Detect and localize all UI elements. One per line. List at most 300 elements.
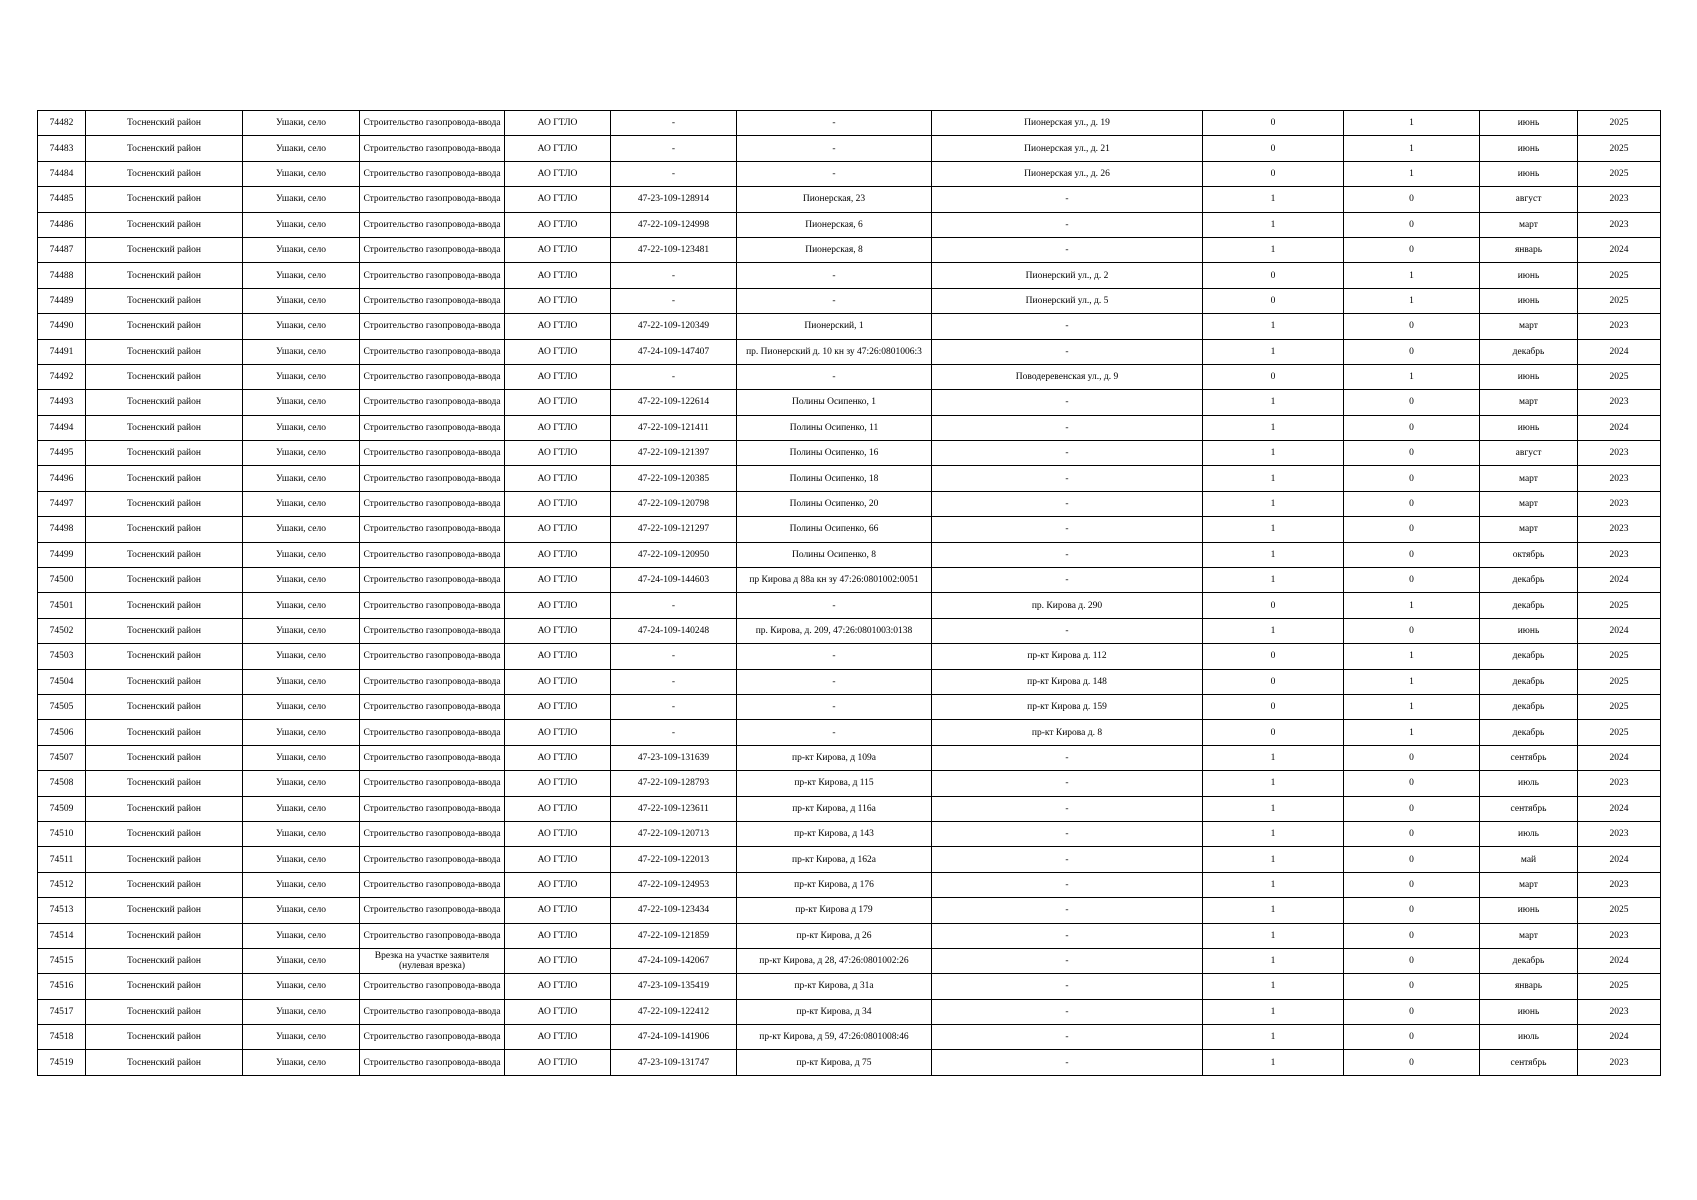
cell-address-with-application: пр-кт Кирова, д 143 (737, 821, 932, 846)
cell-work-type: Строительство газопровода-ввода (360, 111, 505, 136)
cell-count-with-application: 1 (1203, 314, 1344, 339)
cell-settlement: Ушаки, село (243, 821, 360, 846)
cell-application-number: 47-22-109-124953 (611, 872, 737, 897)
cell-count-planned: 0 (1344, 796, 1480, 821)
cell-count-planned: 0 (1344, 745, 1480, 770)
cell-record-id: 74489 (38, 288, 86, 313)
cell-address-planned: - (932, 491, 1203, 516)
cell-count-with-application: 0 (1203, 593, 1344, 618)
cell-application-number: - (611, 644, 737, 669)
cell-address-with-application: Пионерская, 23 (737, 187, 932, 212)
cell-organization: АО ГТЛО (505, 288, 611, 313)
cell-address-planned: пр-кт Кирова д. 8 (932, 720, 1203, 745)
cell-year: 2023 (1578, 187, 1661, 212)
cell-application-number: - (611, 288, 737, 313)
cell-record-id: 74485 (38, 187, 86, 212)
cell-organization: АО ГТЛО (505, 466, 611, 491)
cell-district: Тосненский район (86, 847, 243, 872)
cell-address-planned: - (932, 847, 1203, 872)
cell-count-planned: 1 (1344, 288, 1480, 313)
table-row (38, 314, 1661, 339)
cell-year: 2023 (1578, 542, 1661, 567)
cell-organization: АО ГТЛО (505, 441, 611, 466)
cell-record-id: 74486 (38, 212, 86, 237)
cell-count-planned: 1 (1344, 669, 1480, 694)
cell-application-number: - (611, 263, 737, 288)
table-row (38, 161, 1661, 186)
cell-settlement: Ушаки, село (243, 618, 360, 643)
cell-count-planned: 0 (1344, 187, 1480, 212)
cell-settlement: Ушаки, село (243, 745, 360, 770)
cell-year: 2025 (1578, 593, 1661, 618)
cell-organization: АО ГТЛО (505, 771, 611, 796)
table-row (38, 974, 1661, 999)
cell-application-number: 47-22-109-122614 (611, 390, 737, 415)
table-row (38, 999, 1661, 1024)
cell-work-type: Строительство газопровода-ввода (360, 288, 505, 313)
cell-address-with-application: пр-кт Кирова, д 109а (737, 745, 932, 770)
cell-settlement: Ушаки, село (243, 212, 360, 237)
cell-application-number: 47-22-109-123434 (611, 898, 737, 923)
table-row (38, 745, 1661, 770)
cell-settlement: Ушаки, село (243, 263, 360, 288)
cell-count-planned: 0 (1344, 618, 1480, 643)
cell-year: 2023 (1578, 771, 1661, 796)
cell-organization: АО ГТЛО (505, 364, 611, 389)
cell-settlement: Ушаки, село (243, 644, 360, 669)
cell-address-with-application: Полины Осипенко, 20 (737, 491, 932, 516)
cell-district: Тосненский район (86, 415, 243, 440)
cell-count-with-application: 1 (1203, 491, 1344, 516)
cell-address-planned: - (932, 771, 1203, 796)
cell-organization: АО ГТЛО (505, 796, 611, 821)
cell-month: июнь (1480, 364, 1578, 389)
cell-application-number: 47-22-109-120349 (611, 314, 737, 339)
cell-address-with-application: пр-кт Кирова д 179 (737, 898, 932, 923)
cell-district: Тосненский район (86, 568, 243, 593)
cell-address-planned: Пионерская ул., д. 21 (932, 136, 1203, 161)
cell-district: Тосненский район (86, 314, 243, 339)
cell-settlement: Ушаки, село (243, 948, 360, 973)
cell-settlement: Ушаки, село (243, 161, 360, 186)
cell-year: 2024 (1578, 796, 1661, 821)
cell-district: Тосненский район (86, 1025, 243, 1050)
cell-settlement: Ушаки, село (243, 694, 360, 719)
cell-address-with-application: Пионерский, 1 (737, 314, 932, 339)
cell-year: 2024 (1578, 568, 1661, 593)
cell-application-number: 47-22-109-124998 (611, 212, 737, 237)
cell-application-number: 47-23-109-131747 (611, 1050, 737, 1075)
cell-count-with-application: 0 (1203, 136, 1344, 161)
cell-address-with-application: Пионерская, 8 (737, 237, 932, 262)
cell-district: Тосненский район (86, 187, 243, 212)
cell-work-type: Строительство газопровода-ввода (360, 999, 505, 1024)
cell-month: март (1480, 923, 1578, 948)
cell-work-type: Строительство газопровода-ввода (360, 263, 505, 288)
cell-month: декабрь (1480, 669, 1578, 694)
cell-work-type: Строительство газопровода-ввода (360, 339, 505, 364)
cell-month: март (1480, 314, 1578, 339)
cell-address-planned: - (932, 872, 1203, 897)
cell-address-planned: - (932, 821, 1203, 846)
cell-settlement: Ушаки, село (243, 339, 360, 364)
cell-address-with-application: - (737, 593, 932, 618)
cell-application-number: 47-22-109-121411 (611, 415, 737, 440)
cell-district: Тосненский район (86, 288, 243, 313)
cell-work-type: Строительство газопровода-ввода (360, 390, 505, 415)
cell-month: март (1480, 872, 1578, 897)
cell-address-planned: - (932, 339, 1203, 364)
cell-settlement: Ушаки, село (243, 847, 360, 872)
cell-work-type: Строительство газопровода-ввода (360, 923, 505, 948)
cell-count-with-application: 1 (1203, 542, 1344, 567)
cell-year: 2025 (1578, 720, 1661, 745)
cell-settlement: Ушаки, село (243, 187, 360, 212)
cell-address-planned: Пионерский ул., д. 2 (932, 263, 1203, 288)
cell-settlement: Ушаки, село (243, 1050, 360, 1075)
cell-year: 2025 (1578, 136, 1661, 161)
table-row (38, 136, 1661, 161)
cell-record-id: 74506 (38, 720, 86, 745)
cell-month: август (1480, 187, 1578, 212)
cell-address-with-application: пр Кирова д 88а кн зу 47:26:0801002:0051 (737, 568, 932, 593)
cell-district: Тосненский район (86, 948, 243, 973)
cell-count-with-application: 1 (1203, 1025, 1344, 1050)
cell-work-type: Строительство газопровода-ввода (360, 898, 505, 923)
table-row (38, 796, 1661, 821)
cell-address-with-application: пр-кт Кирова, д 59, 47:26:0801008:46 (737, 1025, 932, 1050)
cell-month: декабрь (1480, 568, 1578, 593)
cell-address-with-application: - (737, 669, 932, 694)
cell-month: июль (1480, 771, 1578, 796)
cell-application-number: - (611, 669, 737, 694)
cell-year: 2025 (1578, 161, 1661, 186)
cell-count-with-application: 1 (1203, 466, 1344, 491)
cell-work-type: Строительство газопровода-ввода (360, 1050, 505, 1075)
table-row (38, 669, 1661, 694)
table-row (38, 212, 1661, 237)
cell-address-with-application: пр. Пионерский д. 10 кн зу 47:26:0801006:3 (737, 339, 932, 364)
cell-application-number: - (611, 111, 737, 136)
cell-work-type: Строительство газопровода-ввода (360, 517, 505, 542)
cell-year: 2023 (1578, 821, 1661, 846)
table-row (38, 821, 1661, 846)
cell-year: 2025 (1578, 111, 1661, 136)
cell-work-type: Строительство газопровода-ввода (360, 644, 505, 669)
cell-record-id: 74492 (38, 364, 86, 389)
cell-address-planned: - (932, 796, 1203, 821)
cell-settlement: Ушаки, село (243, 466, 360, 491)
cell-record-id: 74514 (38, 923, 86, 948)
cell-district: Тосненский район (86, 669, 243, 694)
cell-month: декабрь (1480, 694, 1578, 719)
cell-month: август (1480, 441, 1578, 466)
cell-work-type: Строительство газопровода-ввода (360, 847, 505, 872)
cell-application-number: 47-22-109-120950 (611, 542, 737, 567)
cell-count-planned: 0 (1344, 1025, 1480, 1050)
cell-district: Тосненский район (86, 593, 243, 618)
cell-work-type: Строительство газопровода-ввода (360, 669, 505, 694)
cell-work-type: Строительство газопровода-ввода (360, 872, 505, 897)
cell-month: март (1480, 212, 1578, 237)
cell-address-planned: - (932, 441, 1203, 466)
cell-district: Тосненский район (86, 517, 243, 542)
cell-work-type: Строительство газопровода-ввода (360, 796, 505, 821)
table-row (38, 263, 1661, 288)
cell-work-type: Строительство газопровода-ввода (360, 974, 505, 999)
cell-application-number: - (611, 136, 737, 161)
cell-year: 2025 (1578, 974, 1661, 999)
cell-settlement: Ушаки, село (243, 593, 360, 618)
cell-count-planned: 1 (1344, 720, 1480, 745)
cell-address-with-application: - (737, 161, 932, 186)
cell-work-type: Строительство газопровода-ввода (360, 694, 505, 719)
table-row (38, 491, 1661, 516)
cell-address-with-application: пр-кт Кирова, д 34 (737, 999, 932, 1024)
cell-count-with-application: 1 (1203, 339, 1344, 364)
cell-month: июнь (1480, 136, 1578, 161)
cell-organization: АО ГТЛО (505, 694, 611, 719)
table-row (38, 1025, 1661, 1050)
cell-address-planned: - (932, 415, 1203, 440)
cell-district: Тосненский район (86, 745, 243, 770)
cell-application-number: - (611, 161, 737, 186)
table-row (38, 593, 1661, 618)
cell-count-with-application: 0 (1203, 263, 1344, 288)
cell-address-planned: - (932, 542, 1203, 567)
cell-record-id: 74498 (38, 517, 86, 542)
cell-work-type: Строительство газопровода-ввода (360, 593, 505, 618)
cell-organization: АО ГТЛО (505, 745, 611, 770)
cell-month: декабрь (1480, 948, 1578, 973)
table-row (38, 923, 1661, 948)
cell-count-planned: 0 (1344, 898, 1480, 923)
cell-count-with-application: 1 (1203, 441, 1344, 466)
table-row (38, 111, 1661, 136)
cell-record-id: 74482 (38, 111, 86, 136)
cell-record-id: 74494 (38, 415, 86, 440)
cell-settlement: Ушаки, село (243, 796, 360, 821)
cell-district: Тосненский район (86, 466, 243, 491)
cell-address-with-application: пр-кт Кирова, д 75 (737, 1050, 932, 1075)
cell-address-with-application: - (737, 263, 932, 288)
table-row (38, 237, 1661, 262)
cell-count-with-application: 0 (1203, 720, 1344, 745)
cell-count-with-application: 1 (1203, 796, 1344, 821)
cell-work-type: Строительство газопровода-ввода (360, 720, 505, 745)
cell-settlement: Ушаки, село (243, 542, 360, 567)
cell-year: 2024 (1578, 415, 1661, 440)
cell-year: 2024 (1578, 847, 1661, 872)
cell-record-id: 74511 (38, 847, 86, 872)
cell-district: Тосненский район (86, 237, 243, 262)
cell-work-type: Врезка на участке заявителя (нулевая врезка) (360, 948, 505, 973)
cell-month: июнь (1480, 898, 1578, 923)
cell-organization: АО ГТЛО (505, 898, 611, 923)
cell-work-type: Строительство газопровода-ввода (360, 364, 505, 389)
cell-address-with-application: Полины Осипенко, 18 (737, 466, 932, 491)
cell-address-planned: - (932, 517, 1203, 542)
cell-address-planned: - (932, 618, 1203, 643)
cell-address-planned: Пионерский ул., д. 5 (932, 288, 1203, 313)
cell-address-planned: - (932, 898, 1203, 923)
cell-organization: АО ГТЛО (505, 237, 611, 262)
cell-district: Тосненский район (86, 974, 243, 999)
table-row (38, 872, 1661, 897)
cell-application-number: 47-22-109-120713 (611, 821, 737, 846)
table-row (38, 847, 1661, 872)
cell-record-id: 74502 (38, 618, 86, 643)
cell-count-with-application: 1 (1203, 999, 1344, 1024)
cell-count-with-application: 0 (1203, 161, 1344, 186)
cell-application-number: 47-23-109-128914 (611, 187, 737, 212)
cell-record-id: 74503 (38, 644, 86, 669)
cell-year: 2023 (1578, 466, 1661, 491)
cell-organization: АО ГТЛО (505, 542, 611, 567)
cell-year: 2024 (1578, 745, 1661, 770)
cell-work-type: Строительство газопровода-ввода (360, 212, 505, 237)
cell-address-with-application: пр-кт Кирова, д 176 (737, 872, 932, 897)
cell-organization: АО ГТЛО (505, 821, 611, 846)
cell-month: март (1480, 491, 1578, 516)
cell-month: март (1480, 390, 1578, 415)
cell-address-with-application: пр-кт Кирова, д 115 (737, 771, 932, 796)
cell-application-number: 47-22-109-123611 (611, 796, 737, 821)
cell-month: июнь (1480, 999, 1578, 1024)
cell-record-id: 74491 (38, 339, 86, 364)
table-row (38, 771, 1661, 796)
cell-district: Тосненский район (86, 999, 243, 1024)
table-body (38, 111, 1661, 1076)
cell-organization: АО ГТЛО (505, 187, 611, 212)
cell-district: Тосненский район (86, 872, 243, 897)
cell-count-with-application: 0 (1203, 111, 1344, 136)
cell-application-number: 47-23-109-131639 (611, 745, 737, 770)
cell-settlement: Ушаки, село (243, 441, 360, 466)
cell-address-planned: пр-кт Кирова д. 148 (932, 669, 1203, 694)
cell-address-with-application: пр-кт Кирова, д 28, 47:26:0801002:26 (737, 948, 932, 973)
cell-record-id: 74495 (38, 441, 86, 466)
cell-count-planned: 0 (1344, 872, 1480, 897)
cell-settlement: Ушаки, село (243, 314, 360, 339)
cell-application-number: - (611, 593, 737, 618)
cell-organization: АО ГТЛО (505, 491, 611, 516)
cell-address-planned: - (932, 1050, 1203, 1075)
cell-settlement: Ушаки, село (243, 364, 360, 389)
cell-address-with-application: - (737, 364, 932, 389)
cell-application-number: 47-22-109-121859 (611, 923, 737, 948)
cell-application-number: 47-22-109-121297 (611, 517, 737, 542)
cell-count-planned: 1 (1344, 644, 1480, 669)
cell-record-id: 74515 (38, 948, 86, 973)
cell-record-id: 74496 (38, 466, 86, 491)
cell-count-with-application: 0 (1203, 364, 1344, 389)
table-row (38, 694, 1661, 719)
cell-application-number: - (611, 364, 737, 389)
cell-settlement: Ушаки, село (243, 923, 360, 948)
cell-district: Тосненский район (86, 136, 243, 161)
cell-district: Тосненский район (86, 364, 243, 389)
cell-organization: АО ГТЛО (505, 568, 611, 593)
cell-address-with-application: - (737, 136, 932, 161)
cell-organization: АО ГТЛО (505, 872, 611, 897)
cell-district: Тосненский район (86, 542, 243, 567)
cell-organization: АО ГТЛО (505, 314, 611, 339)
cell-count-with-application: 1 (1203, 974, 1344, 999)
cell-organization: АО ГТЛО (505, 415, 611, 440)
cell-record-id: 74509 (38, 796, 86, 821)
cell-address-with-application: пр-кт Кирова, д 26 (737, 923, 932, 948)
cell-count-planned: 0 (1344, 339, 1480, 364)
cell-address-with-application: пр-кт Кирова, д 162а (737, 847, 932, 872)
cell-year: 2023 (1578, 923, 1661, 948)
cell-work-type: Строительство газопровода-ввода (360, 314, 505, 339)
cell-month: декабрь (1480, 339, 1578, 364)
cell-year: 2023 (1578, 999, 1661, 1024)
cell-count-with-application: 1 (1203, 847, 1344, 872)
cell-year: 2023 (1578, 390, 1661, 415)
cell-address-planned: - (932, 187, 1203, 212)
cell-year: 2023 (1578, 212, 1661, 237)
cell-district: Тосненский район (86, 441, 243, 466)
cell-settlement: Ушаки, село (243, 974, 360, 999)
cell-record-id: 74510 (38, 821, 86, 846)
cell-work-type: Строительство газопровода-ввода (360, 415, 505, 440)
cell-district: Тосненский район (86, 694, 243, 719)
cell-record-id: 74499 (38, 542, 86, 567)
cell-record-id: 74516 (38, 974, 86, 999)
cell-organization: АО ГТЛО (505, 263, 611, 288)
cell-district: Тосненский район (86, 212, 243, 237)
table-row (38, 390, 1661, 415)
cell-month: июль (1480, 1025, 1578, 1050)
cell-record-id: 74517 (38, 999, 86, 1024)
table-row (38, 720, 1661, 745)
cell-year: 2024 (1578, 339, 1661, 364)
cell-organization: АО ГТЛО (505, 1025, 611, 1050)
cell-address-planned: - (932, 466, 1203, 491)
cell-month: январь (1480, 237, 1578, 262)
cell-district: Тосненский район (86, 618, 243, 643)
cell-application-number: 47-24-109-144603 (611, 568, 737, 593)
cell-application-number: 47-24-109-147407 (611, 339, 737, 364)
cell-organization: АО ГТЛО (505, 1050, 611, 1075)
cell-work-type: Строительство газопровода-ввода (360, 771, 505, 796)
table-row (38, 1050, 1661, 1075)
table-row (38, 568, 1661, 593)
cell-organization: АО ГТЛО (505, 847, 611, 872)
cell-month: май (1480, 847, 1578, 872)
cell-application-number: 47-22-109-121397 (611, 441, 737, 466)
cell-month: сентябрь (1480, 796, 1578, 821)
cell-work-type: Строительство газопровода-ввода (360, 745, 505, 770)
cell-record-id: 74484 (38, 161, 86, 186)
cell-address-with-application: - (737, 644, 932, 669)
cell-settlement: Ушаки, село (243, 669, 360, 694)
cell-application-number: 47-24-109-142067 (611, 948, 737, 973)
cell-record-id: 74488 (38, 263, 86, 288)
cell-work-type: Строительство газопровода-ввода (360, 237, 505, 262)
cell-organization: АО ГТЛО (505, 593, 611, 618)
cell-record-id: 74490 (38, 314, 86, 339)
cell-address-with-application: Полины Осипенко, 8 (737, 542, 932, 567)
cell-organization: АО ГТЛО (505, 390, 611, 415)
cell-district: Тосненский район (86, 1050, 243, 1075)
cell-count-planned: 0 (1344, 974, 1480, 999)
table-row (38, 364, 1661, 389)
cell-record-id: 74483 (38, 136, 86, 161)
cell-application-number: - (611, 694, 737, 719)
